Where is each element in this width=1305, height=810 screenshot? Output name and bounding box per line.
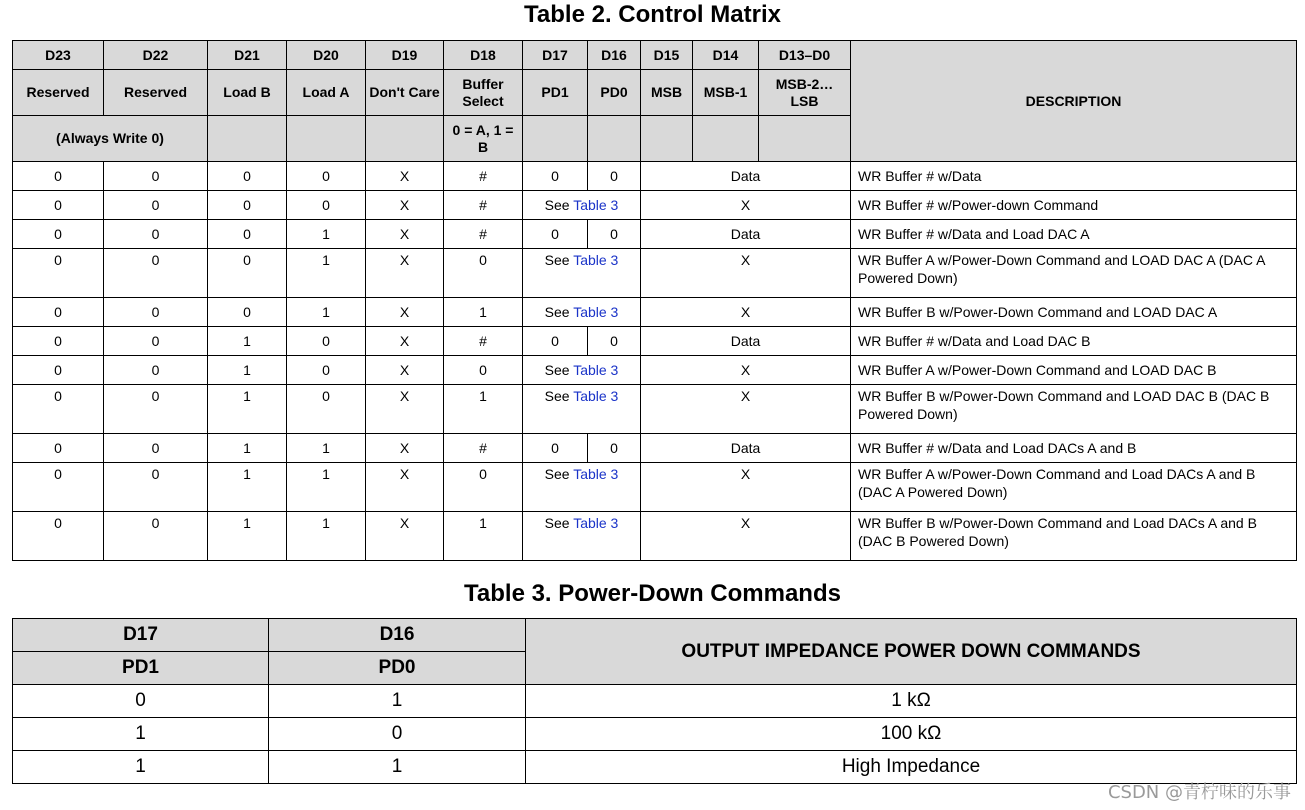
t3-header-d16: D16 xyxy=(269,619,526,652)
cell-d22: 0 xyxy=(104,512,208,561)
table-row xyxy=(13,249,1297,298)
cell-description: WR Buffer B w/Power-Down Command and LOAD DAC A xyxy=(851,298,1297,327)
cell-d22: 0 xyxy=(104,327,208,356)
cell-d21: 1 xyxy=(208,463,287,512)
cell-description: WR Buffer A w/Power-Down Command and LOAD DAC B xyxy=(851,356,1297,385)
empty-note-cell xyxy=(287,116,366,162)
see-table3-cell xyxy=(523,356,641,385)
cell-d22: 0 xyxy=(104,434,208,463)
table-row xyxy=(13,220,1297,249)
cell-d21: 0 xyxy=(208,191,287,220)
cell-d22: 0 xyxy=(104,220,208,249)
see-table3-cell xyxy=(523,463,641,512)
cell-pd1: 0 xyxy=(13,685,269,718)
cell-d17: 0 xyxy=(523,327,588,356)
see-table3-cell xyxy=(523,249,641,298)
see-prefix: See xyxy=(544,362,570,378)
cell-data: X xyxy=(641,385,851,434)
see-table3-cell xyxy=(523,191,641,220)
cell-impedance: 100 kΩ xyxy=(526,718,1297,751)
empty-note-cell xyxy=(208,116,287,162)
field-reserved-1: Reserved xyxy=(13,70,104,116)
cell-d19: X xyxy=(366,512,444,561)
always-write-zero-note: (Always Write 0) xyxy=(13,116,208,162)
cell-d23: 0 xyxy=(13,249,104,298)
table3-title: Table 3. Power-Down Commands xyxy=(464,580,841,607)
cell-d23: 0 xyxy=(13,512,104,561)
empty-note-cell xyxy=(523,116,588,162)
table-row xyxy=(13,685,1297,718)
table-row xyxy=(13,751,1297,784)
see-table3-cell xyxy=(523,298,641,327)
cell-d18: 1 xyxy=(444,385,523,434)
cell-d18: 0 xyxy=(444,249,523,298)
field-pd1: PD1 xyxy=(523,70,588,116)
cell-description: WR Buffer # w/Data and Load DAC A xyxy=(851,220,1297,249)
cell-d18: # xyxy=(444,220,523,249)
cell-d23: 0 xyxy=(13,356,104,385)
cell-d22: 0 xyxy=(104,191,208,220)
cell-d21: 0 xyxy=(208,298,287,327)
cell-d20: 0 xyxy=(287,191,366,220)
table3-link[interactable]: Table 3 xyxy=(573,304,619,320)
field-reserved-2: Reserved xyxy=(104,70,208,116)
see-table3-cell xyxy=(523,512,641,561)
cell-d19: X xyxy=(366,356,444,385)
field-load-b: Load B xyxy=(208,70,287,116)
empty-note-cell xyxy=(641,116,693,162)
header-d23: D23 xyxy=(13,41,104,70)
t3-header-pd1: PD1 xyxy=(13,652,269,685)
cell-d23: 0 xyxy=(13,191,104,220)
watermark: CSDN @青柠味的乐事 xyxy=(1107,782,1291,803)
see-prefix: See xyxy=(544,515,570,531)
cell-pd0: 0 xyxy=(269,718,526,751)
table-row xyxy=(13,356,1297,385)
header-d13-d0: D13–D0 xyxy=(759,41,851,70)
cell-d20: 1 xyxy=(287,298,366,327)
t3-header-pd0: PD0 xyxy=(269,652,526,685)
cell-d21: 1 xyxy=(208,327,287,356)
cell-d23: 0 xyxy=(13,463,104,512)
see-prefix: See xyxy=(544,388,570,404)
header-d20: D20 xyxy=(287,41,366,70)
cell-d23: 0 xyxy=(13,385,104,434)
cell-d17: 0 xyxy=(523,434,588,463)
table-row xyxy=(13,298,1297,327)
table3-link[interactable]: Table 3 xyxy=(573,252,619,268)
cell-d23: 0 xyxy=(13,298,104,327)
cell-d22: 0 xyxy=(104,356,208,385)
cell-d19: X xyxy=(366,385,444,434)
empty-note-cell xyxy=(366,116,444,162)
cell-data: Data xyxy=(641,162,851,191)
header-d16: D16 xyxy=(588,41,641,70)
table-row xyxy=(13,191,1297,220)
cell-description: WR Buffer # w/Data and Load DAC B xyxy=(851,327,1297,356)
cell-d20: 1 xyxy=(287,512,366,561)
cell-d16: 0 xyxy=(588,434,641,463)
cell-d19: X xyxy=(366,220,444,249)
table-row xyxy=(13,463,1297,512)
empty-note-cell xyxy=(759,116,851,162)
cell-d20: 1 xyxy=(287,220,366,249)
cell-data: X xyxy=(641,191,851,220)
cell-d18: 0 xyxy=(444,463,523,512)
cell-d18: 1 xyxy=(444,512,523,561)
table3-link[interactable]: Table 3 xyxy=(573,515,619,531)
cell-d21: 0 xyxy=(208,249,287,298)
cell-d19: X xyxy=(366,249,444,298)
cell-data: Data xyxy=(641,327,851,356)
header-d17: D17 xyxy=(523,41,588,70)
cell-d20: 1 xyxy=(287,249,366,298)
header-d21: D21 xyxy=(208,41,287,70)
table3-link[interactable]: Table 3 xyxy=(573,466,619,482)
control-matrix-table xyxy=(12,40,1297,561)
t3-bit-header-row xyxy=(13,619,1297,652)
see-prefix: See xyxy=(544,304,570,320)
cell-d18: # xyxy=(444,434,523,463)
cell-d20: 0 xyxy=(287,162,366,191)
cell-d16: 0 xyxy=(588,220,641,249)
table-row xyxy=(13,162,1297,191)
cell-d21: 1 xyxy=(208,385,287,434)
cell-data: Data xyxy=(641,220,851,249)
field-load-a: Load A xyxy=(287,70,366,116)
table-row xyxy=(13,385,1297,434)
cell-d19: X xyxy=(366,162,444,191)
cell-impedance: 1 kΩ xyxy=(526,685,1297,718)
cell-description: WR Buffer B w/Power-Down Command and Load DACs A and B (DAC B Powered Down) xyxy=(851,512,1297,561)
cell-d19: X xyxy=(366,327,444,356)
cell-d21: 1 xyxy=(208,512,287,561)
field-msb: MSB xyxy=(641,70,693,116)
cell-d22: 0 xyxy=(104,298,208,327)
see-prefix: See xyxy=(544,252,570,268)
header-d19: D19 xyxy=(366,41,444,70)
cell-impedance: High Impedance xyxy=(526,751,1297,784)
cell-d22: 0 xyxy=(104,249,208,298)
table3-link[interactable]: Table 3 xyxy=(573,197,619,213)
cell-d20: 1 xyxy=(287,463,366,512)
cell-description: WR Buffer # w/Data xyxy=(851,162,1297,191)
see-prefix: See xyxy=(544,466,570,482)
cell-description: WR Buffer # w/Power-down Command xyxy=(851,191,1297,220)
cell-pd0: 1 xyxy=(269,751,526,784)
cell-d19: X xyxy=(366,191,444,220)
table-row xyxy=(13,327,1297,356)
cell-d21: 0 xyxy=(208,220,287,249)
header-d14: D14 xyxy=(693,41,759,70)
field-msb-2-lsb: MSB-2… LSB xyxy=(759,70,851,116)
cell-data: X xyxy=(641,463,851,512)
cell-d20: 0 xyxy=(287,385,366,434)
cell-d18: # xyxy=(444,162,523,191)
cell-d19: X xyxy=(366,298,444,327)
cell-d17: 0 xyxy=(523,162,588,191)
field-buffer-select: Buffer Select xyxy=(444,70,523,116)
cell-d19: X xyxy=(366,434,444,463)
cell-d19: X xyxy=(366,463,444,512)
table-row xyxy=(13,512,1297,561)
empty-note-cell xyxy=(588,116,641,162)
cell-d17: 0 xyxy=(523,220,588,249)
header-d18: D18 xyxy=(444,41,523,70)
header-d22: D22 xyxy=(104,41,208,70)
cell-data: X xyxy=(641,512,851,561)
table3-link[interactable]: Table 3 xyxy=(573,388,619,404)
cell-d20: 1 xyxy=(287,434,366,463)
cell-d23: 0 xyxy=(13,220,104,249)
cell-pd1: 1 xyxy=(13,718,269,751)
cell-data: Data xyxy=(641,434,851,463)
see-prefix: See xyxy=(544,197,570,213)
description-header: DESCRIPTION xyxy=(851,41,1297,162)
cell-data: X xyxy=(641,249,851,298)
cell-description: WR Buffer A w/Power-Down Command and Load DACs A and B (DAC A Powered Down) xyxy=(851,463,1297,512)
cell-d21: 0 xyxy=(208,162,287,191)
bit-header-row xyxy=(13,41,1297,70)
cell-description: WR Buffer B w/Power-Down Command and LOAD DAC B (DAC B Powered Down) xyxy=(851,385,1297,434)
cell-pd0: 1 xyxy=(269,685,526,718)
field-msb-1: MSB-1 xyxy=(693,70,759,116)
cell-d18: # xyxy=(444,191,523,220)
see-table3-cell xyxy=(523,385,641,434)
cell-d16: 0 xyxy=(588,327,641,356)
cell-d16: 0 xyxy=(588,162,641,191)
cell-description: WR Buffer A w/Power-Down Command and LOAD DAC A (DAC A Powered Down) xyxy=(851,249,1297,298)
cell-d20: 0 xyxy=(287,327,366,356)
table3-link[interactable]: Table 3 xyxy=(573,362,619,378)
cell-d22: 0 xyxy=(104,385,208,434)
table-row xyxy=(13,434,1297,463)
cell-description: WR Buffer # w/Data and Load DACs A and B xyxy=(851,434,1297,463)
cell-d18: 1 xyxy=(444,298,523,327)
cell-d18: # xyxy=(444,327,523,356)
cell-d23: 0 xyxy=(13,434,104,463)
buffer-select-note: 0 = A, 1 = B xyxy=(444,116,523,162)
cell-d22: 0 xyxy=(104,162,208,191)
field-pd0: PD0 xyxy=(588,70,641,116)
cell-data: X xyxy=(641,298,851,327)
cell-d23: 0 xyxy=(13,327,104,356)
cell-d23: 0 xyxy=(13,162,104,191)
table2-title: Table 2. Control Matrix xyxy=(524,1,781,28)
cell-data: X xyxy=(641,356,851,385)
table-row xyxy=(13,718,1297,751)
field-dont-care: Don't Care xyxy=(366,70,444,116)
cell-d22: 0 xyxy=(104,463,208,512)
cell-d21: 1 xyxy=(208,356,287,385)
header-d15: D15 xyxy=(641,41,693,70)
empty-note-cell xyxy=(693,116,759,162)
cell-d18: 0 xyxy=(444,356,523,385)
cell-pd1: 1 xyxy=(13,751,269,784)
power-down-commands-table xyxy=(12,618,1297,784)
cell-d20: 0 xyxy=(287,356,366,385)
cell-d21: 1 xyxy=(208,434,287,463)
t3-description-header: OUTPUT IMPEDANCE POWER DOWN COMMANDS xyxy=(526,619,1297,685)
t3-header-d17: D17 xyxy=(13,619,269,652)
